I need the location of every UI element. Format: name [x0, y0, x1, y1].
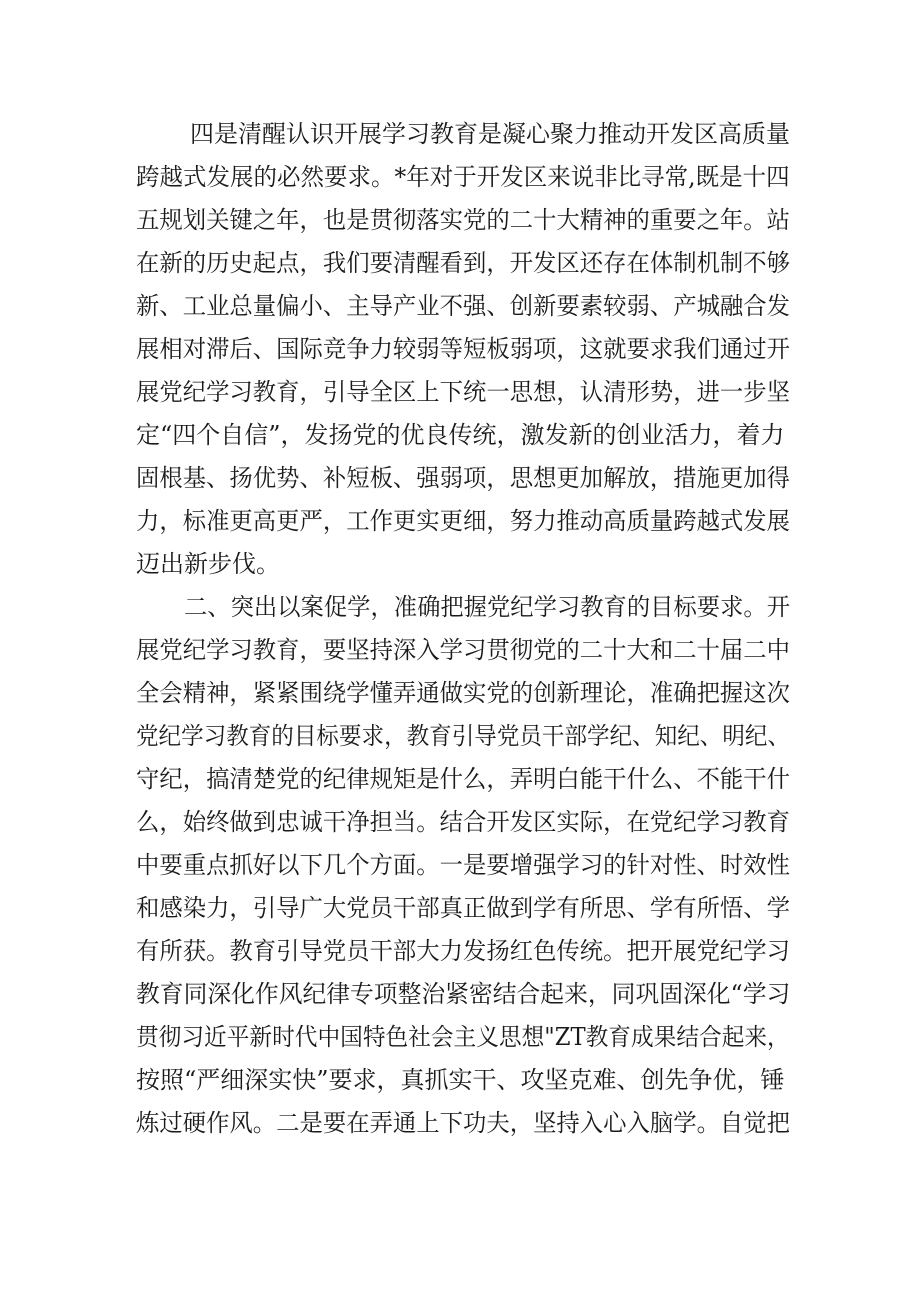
line-text: 按照“严细深实快”要求，真抓实干、攻坚克难、创先争优，锤	[136, 1066, 785, 1094]
text-line	[0, 285, 920, 328]
line-text: 炼过硬作风。二是要在弄通上下功夫，坚持入心入脑学。自觉把	[136, 1109, 790, 1137]
line-text: 固根基、扬优势、补短板、强弱项，思想更加解放，措施更加得	[136, 464, 790, 492]
text-line	[0, 715, 920, 758]
text-line	[0, 1016, 920, 1059]
text-line	[0, 414, 920, 457]
line-text: 教育同深化作风纪律专项整治紧密结合起来，同巩固深化“学习	[136, 980, 791, 1008]
line-text: 守纪，搞清楚党的纪律规矩是什么，弄明白能干什么、不能干什	[136, 765, 790, 793]
text-line	[0, 457, 920, 500]
text-line	[0, 844, 920, 887]
text-line	[0, 1102, 920, 1145]
text-line	[0, 113, 920, 156]
line-text: 和感染力，引导广大党员干部真正做到学有所思、学有所悟、学	[136, 894, 790, 922]
text-line	[0, 242, 920, 285]
text-line	[0, 586, 920, 629]
line-text: 有所获。教育引导党员干部大力发扬红色传统。把开展党纪学习	[136, 937, 790, 965]
line-text: 五规划关键之年，也是贯彻落实党的二十大精神的重要之年。站	[136, 206, 790, 234]
text-line	[0, 156, 920, 199]
line-text: 在新的历史起点，我们要清醒看到，开发区还存在体制机制不够	[136, 249, 790, 277]
text-line	[0, 371, 920, 414]
line-text: 迈出新步伐。	[136, 550, 280, 578]
text-line	[0, 500, 920, 543]
line-text: 展党纪学习教育，引导全区上下统一思想，认清形势，进一步坚	[136, 378, 790, 406]
line-text: 跨越式发展的必然要求。*年对于开发区来说非比寻常,既是十四	[136, 163, 790, 191]
line-text: 新、工业总量偏小、主导产业不强、创新要素较弱、产城融合发	[136, 292, 790, 320]
line-text: 四是清醒认识开展学习教育是凝心聚力推动开发区高质量	[190, 120, 790, 148]
line-text: 全会精神，紧紧围绕学懂弄通做实党的创新理论，准确把握这次	[136, 679, 790, 707]
line-text: 定“四个自信”，发扬党的优良传统，激发新的创业活力，着力	[136, 421, 785, 449]
text-line	[0, 930, 920, 973]
text-line	[0, 543, 920, 586]
line-text: 贯彻习近平新时代中国特色社会主义思想"ZT教育成果结合起来，	[136, 1023, 790, 1051]
line-text: 力，标准更高更严，工作更实更细，努力推动高质量跨越式发展	[136, 507, 790, 535]
line-text: 中要重点抓好以下几个方面。一是要增强学习的针对性、时效性	[136, 851, 790, 879]
text-line	[0, 672, 920, 715]
text-line	[0, 887, 920, 930]
line-text: 么，始终做到忠诚干净担当。结合开发区实际，在党纪学习教育	[136, 808, 790, 836]
text-line	[0, 801, 920, 844]
line-text: 党纪学习教育的目标要求，教育引导党员干部学纪、知纪、明纪、	[136, 722, 790, 750]
text-line	[0, 629, 920, 672]
line-text: 二、突出以案促学，准确把握党纪学习教育的目标要求。开	[184, 593, 790, 621]
text-line	[0, 1059, 920, 1102]
line-text: 展相对滞后、国际竞争力较弱等短板弱项，这就要求我们通过开	[136, 335, 790, 363]
text-line	[0, 758, 920, 801]
text-line	[0, 973, 920, 1016]
line-text: 展党纪学习教育，要坚持深入学习贯彻党的二十大和二十届二中	[136, 636, 790, 664]
text-line	[0, 199, 920, 242]
text-line	[0, 328, 920, 371]
